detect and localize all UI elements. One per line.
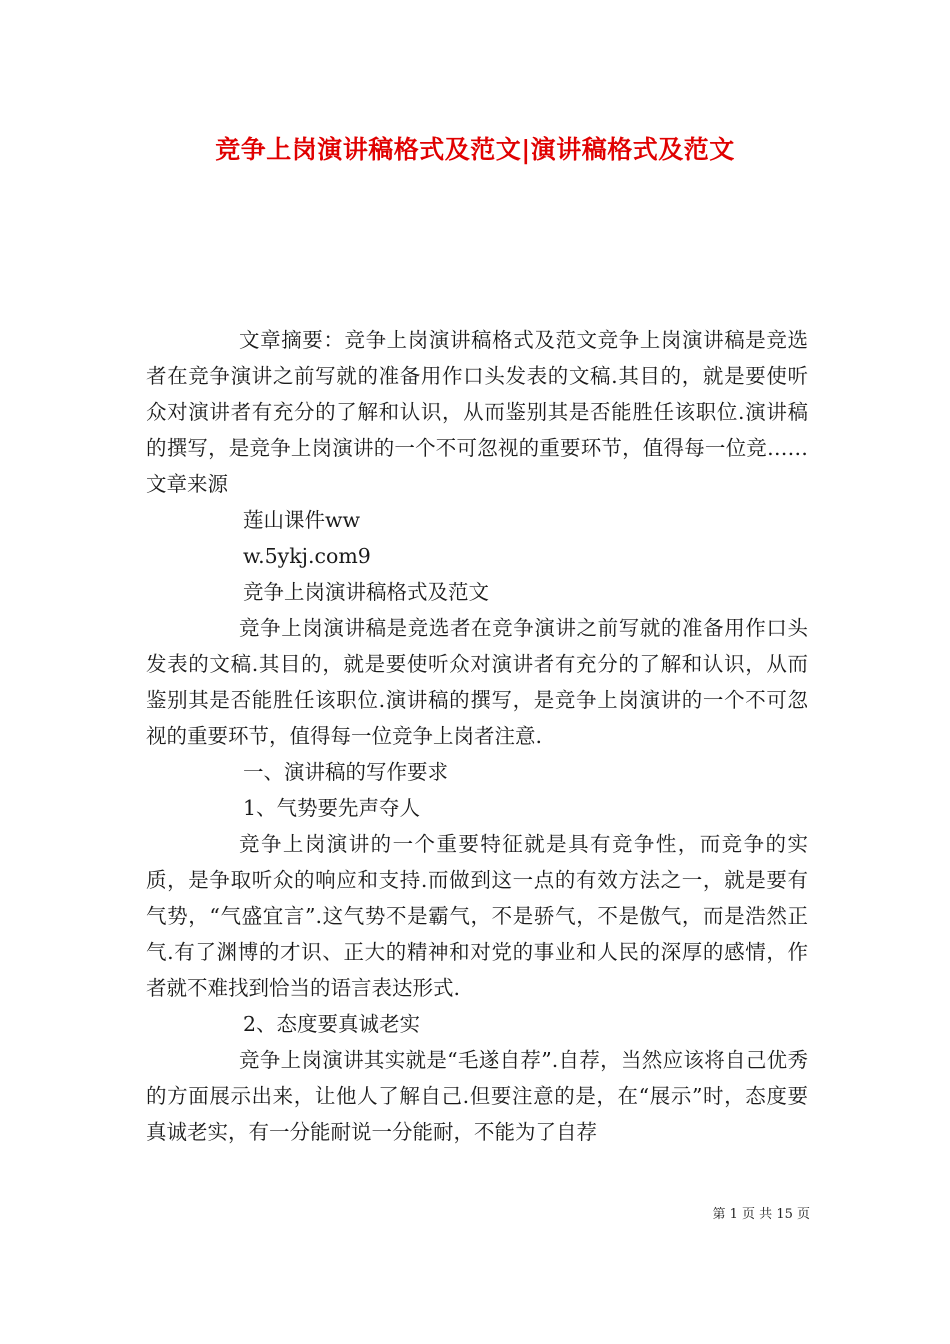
page-footer: 第 1 页 共 15 页 [712, 1207, 810, 1222]
source-line-2: w.5ykj.com9 [243, 544, 371, 568]
body-paragraph: 竞争上岗演讲其实就是“毛遂自荐”.自荐，当然应该将自己优秀的方面展示出来，让他人了解自己.但要注意的是，在“展示”时，态度要真诚老实，有一分能耐说一分能耐，不能为了自荐 [146, 1048, 808, 1144]
heading-level-2: 1、气势要先声夺人 [243, 796, 421, 820]
heading-level-1: 一、演讲稿的写作要求 [243, 760, 448, 784]
document-body [146, 322, 808, 1150]
body-paragraph: 竞争上岗演讲的一个重要特征就是具有竞争性，而竞争的实质，是争取听众的响应和支持.而做到这一点的有效方法之一，就是要有气势，“气盛宜言”.这气势不是霸气，不是骄气，不是傲气，而是浩然正气.有了渊博的才识、正大的精神和对党的事业和人民的深厚的感情，作者就不难找到恰当的语言表达形式. [146, 832, 808, 1000]
section-title: 竞争上岗演讲稿格式及范文 [243, 580, 489, 604]
document-title: 竞争上岗演讲稿格式及范文|演讲稿格式及范文 [215, 135, 735, 164]
abstract-paragraph: 文章摘要：竞争上岗演讲稿格式及范文竞争上岗演讲稿是竞选者在竞争演讲之前写就的准备用作口头发表的文稿.其目的，就是要使听众对演讲者有充分的了解和认识，从而鉴别其是否能胜任该职位.演讲稿的撰写，是竞争上岗演讲的一个不可忽视的重要环节，值得每一位竞……文章来源 [146, 328, 808, 496]
heading-level-2: 2、态度要真诚老实 [243, 1012, 421, 1036]
body-paragraph: 竞争上岗演讲稿是竞选者在竞争演讲之前写就的准备用作口头发表的文稿.其目的，就是要使听众对演讲者有充分的了解和认识，从而鉴别其是否能胜任该职位.演讲稿的撰写，是竞争上岗演讲的一个不可忽视的重要环节，值得每一位竞争上岗者注意. [146, 616, 808, 748]
source-line-1: 莲山课件ww [243, 508, 361, 532]
